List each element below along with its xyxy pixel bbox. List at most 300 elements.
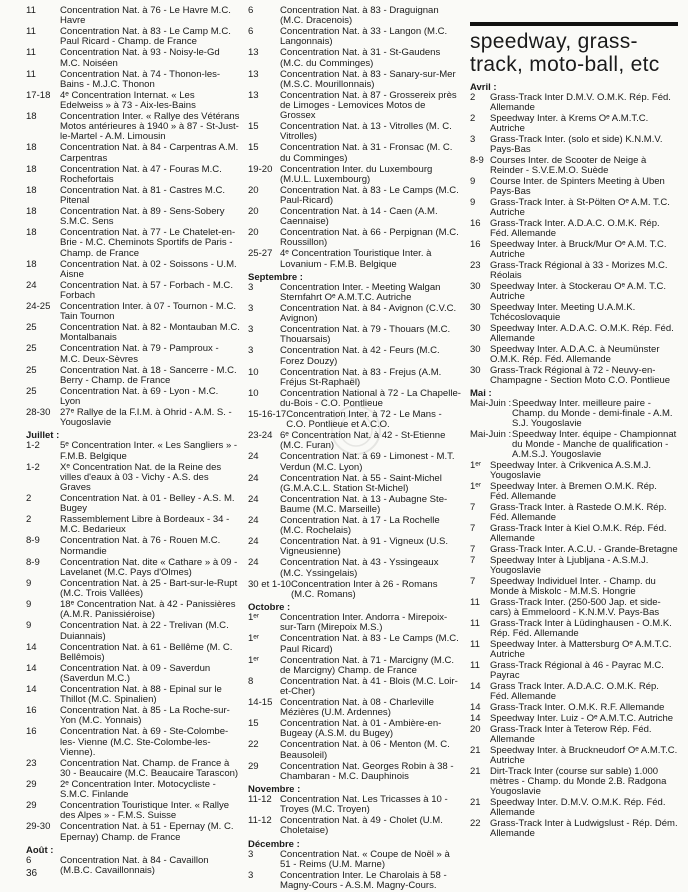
event-entry	[26, 759, 240, 779]
event-entry	[470, 682, 678, 702]
event-description: Speedway Inter à Ljubljana - A.S.M.J. Yougoslavie	[490, 554, 649, 577]
event-description: Concentration Nat. à 77 - Le Chatelet-en-Brie - M.C. Cheminots Sportifs de Paris - Champ. de France	[60, 227, 236, 259]
event-entry	[248, 698, 462, 718]
event-entry	[26, 48, 240, 68]
event-date: 2	[26, 493, 32, 505]
column-1	[26, 6, 240, 877]
event-description: Concentration Touristique Inter. « Rallye des Alpes » - F.M.S. Suisse	[60, 800, 230, 822]
event-date: 28-30	[26, 407, 51, 419]
event-description: Concentration Nat. à 76 - Rouen M.C. Normandie	[60, 535, 221, 557]
event-description: Grass-Track Inter. (solo et side) K.N.M.V. Pays-Bas	[490, 133, 663, 156]
event-date: 25	[26, 322, 37, 334]
event-description: Concentration Nat. à 89 - Sens-Sobery S.M.C. Sens	[60, 206, 225, 228]
event-date: 18	[26, 184, 37, 196]
event-date: 18	[26, 227, 37, 239]
event-description: Concentration Nat. à 33 - Langon (M.C. Langonnais)	[280, 26, 448, 48]
event-date: 2	[470, 92, 476, 103]
event-entry	[470, 767, 678, 797]
event-description: Concentration Nat. à 61 - Bellême (M. C. Bellêmois)	[60, 641, 233, 663]
event-entry	[470, 114, 678, 134]
event-date: 7	[470, 575, 476, 587]
event-description: Concentration Nat. à 02 - Soissons - U.M. Aisne	[60, 258, 237, 280]
event-description: Concentration Nat. à 93 - Noisy-le-Gd M.C. Noiséen	[60, 47, 220, 69]
event-date: 24-25	[26, 301, 51, 313]
event-entry	[26, 387, 240, 407]
event-description: Concentration Inter. - Meeting Walgan Sternfahrt Oᵉ A.M.T.C. Autriche	[280, 281, 441, 304]
event-date: 29	[26, 800, 37, 812]
event-description: Speedway Inter. Meeting U.A.M.K. Tchécoslovaquie	[490, 301, 636, 323]
event-entry	[248, 27, 462, 47]
page-number: 36	[26, 868, 38, 879]
event-description: Concentration Nat. à 17 - La Rochelle (M.C. Rochelais)	[280, 515, 440, 537]
event-entry	[26, 302, 240, 322]
event-date: 16	[26, 726, 37, 738]
event-date: 29	[26, 778, 37, 790]
event-description: Speedway Inter. D.M.V. O.M.K. Rép. Féd. Allemande	[490, 796, 666, 818]
event-description: Concentration Nat. à 49 - Cholet (U.M. Choletaise)	[280, 815, 443, 837]
event-description: Grass-Track Inter. O.M.K. R.F. Allemande	[490, 701, 665, 713]
event-entry	[248, 537, 462, 557]
event-entry	[26, 621, 240, 641]
event-date: 18	[26, 111, 37, 123]
event-date: 25	[26, 385, 37, 397]
month-heading: Mai :	[470, 387, 492, 399]
event-date: 6	[248, 26, 254, 38]
event-description: Concentration Nat. à 84 - Carpentras A.M. Carpentras	[60, 142, 239, 164]
event-description: Grass-Track Régional à 46 - Payrac M.C. Payrac	[490, 659, 664, 681]
event-date: 3	[470, 133, 476, 145]
event-entry	[470, 598, 678, 618]
event-date: 3	[248, 303, 254, 315]
event-date: 11-12	[248, 815, 272, 827]
event-entry	[248, 613, 462, 633]
event-date: 1-2	[26, 461, 40, 473]
event-description: Concentration Nat. à 13 - Vitrolles (M. C. Vitrolles)	[280, 121, 452, 143]
event-description: Courses Inter. de Scooter de Neige à Reinder - S.V.E.M.O. Suède	[490, 154, 647, 177]
event-description: Concentration Nat. à 43 - Yssingeaux (M.C. Yssingelais)	[280, 557, 439, 579]
event-entry	[248, 122, 462, 142]
event-date: 25	[26, 343, 37, 355]
event-description: Concentration Nat. à 79 - Pamproux - M.C. Deux-Sèvres	[60, 343, 219, 365]
event-date: 30 et 1-10	[248, 578, 291, 590]
event-date: 22	[470, 817, 481, 829]
event-description: Grass-Track Régional à 72 - Neuvy-en-Champagne - Section Moto C.O. Pontlieue	[490, 364, 671, 386]
event-date: 21	[470, 765, 481, 777]
event-description: Concentration Nat. à 88 - Epinal sur le Thillot (M.C. Spinalien)	[60, 683, 222, 706]
event-description: Concentration Nat. dite « Cathare » à 09 - Lavelanet (M.C. Pays d'Olmes)	[60, 556, 238, 578]
event-entry	[26, 207, 240, 227]
event-entry	[248, 558, 462, 578]
event-description: Concentration Nat. à 22 - Trelivan (M.C. Duiannais)	[60, 620, 229, 642]
event-date: 14	[26, 662, 37, 674]
event-entry	[26, 822, 240, 842]
event-description: Concentration Nat. à 81 - Castres M.C. Pitenal	[60, 184, 226, 207]
event-date: 14-15	[248, 696, 273, 708]
event-date: 20	[248, 227, 259, 239]
month-heading: Décembre :	[248, 838, 300, 850]
event-description: Grass-Track Inter. A.C.U. - Grande-Bretagne	[490, 544, 678, 556]
event-entry	[26, 441, 240, 461]
event-description: Speedway Inter. A.D.A.C. à Neumünster O.M.K. Rép. Féd. Allemande	[490, 343, 660, 365]
event-description: Concentration Nat. à 84 - Cavaillon (M.B.C. Cavaillonnais)	[60, 854, 209, 876]
event-date: 13	[248, 89, 259, 101]
event-description: Grass-Track Inter à Kiel O.M.K. Rép. Féd. Allemande	[490, 523, 667, 545]
event-date: 3	[248, 324, 254, 336]
event-date: 3	[248, 848, 254, 860]
event-date: 24	[248, 515, 259, 527]
event-date: 10	[248, 387, 259, 399]
event-description: Concentration Inter. du Luxembourg (M.U.L. Luxembourg)	[280, 163, 433, 185]
event-entry	[470, 746, 678, 766]
event-entry	[26, 643, 240, 663]
event-description: Concentration Nat. à 41 - Blois (M.C. Loir-et-Cher)	[280, 675, 458, 697]
event-entry	[26, 664, 240, 684]
event-date: 11	[470, 638, 480, 650]
event-entry	[26, 685, 240, 705]
event-description: Concentration Nat. à 83 - Draguignan (M.C. Dracenois)	[280, 5, 439, 27]
event-date: 16	[470, 238, 481, 250]
event-entry	[26, 600, 240, 620]
event-date: 11	[26, 68, 36, 80]
event-entry	[248, 346, 462, 366]
event-entry	[248, 719, 462, 739]
event-date: 30	[470, 343, 481, 355]
event-entry	[470, 324, 678, 344]
event-description: Speedway Inter. à Stockerau Oᵉ A.M. T.C. Autriche	[490, 280, 667, 302]
event-date: 2	[470, 112, 476, 124]
month-heading: Octobre :	[248, 602, 291, 614]
event-entry	[470, 640, 678, 660]
event-description: Concentration Nat. Georges Robin à 38 - Chambaran - M.C. Dauphinois	[280, 760, 454, 782]
event-entry	[248, 850, 462, 870]
event-entry	[470, 135, 678, 155]
event-date: 15	[248, 121, 259, 133]
event-entry	[248, 283, 462, 303]
event-date: 11	[26, 5, 36, 16]
event-date: 15	[248, 142, 259, 154]
event-entry	[248, 795, 462, 815]
event-entry	[26, 801, 240, 821]
event-date: 1ᵉʳ	[470, 481, 482, 493]
event-date: 19-20	[248, 163, 273, 175]
event-entry	[470, 503, 678, 523]
event-entry	[248, 368, 462, 388]
event-entry	[248, 516, 462, 536]
event-entry	[470, 524, 678, 544]
event-date: 11	[26, 47, 36, 59]
event-date: 14	[470, 712, 481, 724]
event-entry	[470, 545, 678, 555]
event-entry	[26, 727, 240, 758]
event-description: Concentration Nat. à 83 - Frejus (A.M. Fréjus St-Raphaël)	[280, 366, 442, 388]
event-description: Concentration Nat. Champ. de France à 30 - Beaucaire (M.C. Beaucaire Tarascon)	[60, 757, 239, 779]
event-entry	[470, 198, 678, 218]
event-date: 24	[248, 536, 259, 548]
event-description: Concentration Nat. à 31 - St-Gaudens (M.C. du Comminges)	[280, 47, 441, 69]
event-description: Course Inter. de Spinters Meeting à Uben Pays-Bas	[490, 175, 665, 198]
event-description: Concentration Nat. à 84 - Avignon (C.V.C. Avignon)	[280, 303, 457, 325]
event-description: Concentration Nat. à 74 - Thonon-les-Bains - M.J.C. Thonon	[60, 68, 221, 90]
event-description: Concentration Nat. à 66 - Perpignan (M.C. Roussillon)	[280, 227, 459, 249]
event-date: 9	[26, 599, 32, 611]
event-entry	[26, 6, 240, 26]
event-description: Concentration Inter. Andorra - Mirepoix-sur-Tarn (Mirepoix M.S.)	[280, 612, 448, 634]
event-entry	[26, 228, 240, 259]
event-date: 23-24	[248, 430, 273, 442]
event-entry	[26, 579, 240, 599]
event-entry	[26, 143, 240, 163]
event-description: Dirt-Track Inter (course sur sable) 1.000 mètres - Champ. du Monde 2.B. Radgona Yougoslavie	[490, 765, 667, 797]
event-description: Xᵉ Concentration Nat. de la Reine des villes d'eaux à 03 - Vichy - A.S. des Graves	[60, 461, 222, 494]
event-date: 1ᵉʳ	[248, 633, 260, 645]
event-entry	[248, 740, 462, 760]
event-description: Concentration Inter. Le Charolais à 58 - Magny-Cours - A.S.M. Magny-Cours.	[280, 869, 447, 891]
event-description: 4ᵉ Concentration Internat. « Les Edelweiss » à 73 - Aix-les-Bains	[60, 89, 196, 112]
event-entry	[470, 240, 678, 260]
event-description: Grass-Track Inter. (250-500 Jap. et side-cars) à Emmeloord - K.N.M.V. Pays-Bas	[490, 596, 661, 619]
event-date: 18	[26, 206, 37, 218]
event-description: Concentration Nat. à 69 - Ste-Colombe-les- Vienne (M.C. Ste-Colombe-les-Vienne).	[60, 726, 229, 758]
event-entry	[470, 345, 678, 365]
event-description: Concentration Nat. à 14 - Caen (A.M. Caennaise)	[280, 206, 438, 228]
event-entry	[248, 816, 462, 836]
event-entry	[470, 798, 678, 818]
event-description: Concentration Nat. à 91 - Vigneux (U.S. Vigneusienne)	[280, 536, 449, 558]
event-description: 27ᵉ Rallye de la F.I.M. à Ohrid - A.M. S. - Yougoslavie	[60, 407, 232, 429]
event-description: Grass-Track Inter à Lüdinghausen - O.M.K. Rép. Féd. Allemande	[490, 617, 672, 640]
event-date: Mai-Juin :	[470, 397, 512, 409]
event-date: 25-27	[248, 248, 273, 260]
headline-rule	[470, 22, 678, 26]
event-entry	[248, 249, 462, 269]
event-description: Concentration Nat. à 87 - Grossereix près de Limoges - Lemovices Motos de Grossex	[280, 89, 457, 122]
event-entry	[26, 260, 240, 280]
event-entry	[248, 474, 462, 494]
event-description: Speedway Inter. meilleure paire - Champ. du Monde - demi-finale - A.M. S.J. Yougoslavie	[512, 397, 673, 430]
event-description: Concentration Nat. à 69 - Limonest - M.T. Verdun (M.C. Lyon)	[280, 451, 455, 473]
event-description: Speedway Inter. équipe - Championnat du Monde - Manche de qualification - A.M.S.J. Yougoslavie	[512, 429, 677, 461]
event-date: 3	[248, 281, 254, 293]
event-entry	[248, 165, 462, 185]
event-entry	[26, 856, 240, 876]
event-date: 9	[470, 196, 476, 208]
event-date: 8-9	[26, 535, 40, 547]
event-date: 25	[26, 364, 37, 376]
event-entry	[248, 580, 462, 600]
event-date: 14	[26, 683, 37, 695]
event-entry	[26, 515, 240, 535]
event-description: Concentration Nat. à 82 - Montauban M.C. Montalbanais	[60, 322, 240, 344]
event-description: Concentration Nat. à 85 - La Roche-sur-Yon (M.C. Yonnais)	[60, 705, 230, 727]
event-entry	[26, 463, 240, 494]
event-entry	[470, 261, 678, 281]
event-description: Speedway Inter. à Krems Oᵉ A.M.T.C. Autriche	[490, 112, 649, 135]
event-date: 7	[470, 523, 476, 535]
event-description: Grass-Track Inter. à Rastede O.M.K. Rép. Féd. Allemande	[490, 502, 667, 524]
event-entry	[26, 780, 240, 800]
event-entry	[248, 207, 462, 227]
event-entry	[26, 536, 240, 556]
event-description: Concentration Nat. à 83 - Le Camps (M.C. Paul Ricard)	[280, 633, 459, 655]
event-entry	[248, 70, 462, 90]
event-entry	[470, 556, 678, 576]
event-date: 14	[470, 701, 481, 713]
event-date: 24	[248, 493, 259, 505]
event-description: 4ᵉ Concentration Touristique Inter. à Lovanium - F.M.B. Belgique	[280, 248, 432, 270]
event-entry	[26, 408, 240, 428]
event-entry	[26, 344, 240, 364]
event-entry	[26, 366, 240, 386]
event-date: 24	[248, 557, 259, 569]
event-description: Speedway Inter. à Mattersburg Oᵉ A.M.T.C. Autriche	[490, 638, 672, 660]
event-date: 3	[248, 345, 254, 357]
event-entry	[470, 661, 678, 681]
month-heading: Août :	[26, 844, 54, 856]
event-date: 7	[470, 554, 476, 566]
event-date: 20	[470, 723, 481, 735]
event-entry	[248, 186, 462, 206]
event-description: Grass-Track Inter à Teterow Rép. Féd. Allemande	[490, 723, 652, 745]
event-entry	[470, 399, 678, 429]
event-entry	[248, 325, 462, 345]
event-date: 30	[470, 301, 481, 313]
event-description: Concentration Nat. à 79 - Thouars (M.C. Thouarsais)	[280, 324, 451, 346]
event-entry	[248, 634, 462, 654]
event-description: 2ᵉ Concentration Inter. Motocycliste - S.M.C. Finlande	[60, 778, 216, 801]
event-entry	[248, 871, 462, 891]
event-description: Grass-Track Inter. A.D.A.C. O.M.K. Rép. Féd. Allemande	[490, 217, 660, 239]
event-date: 11	[26, 26, 36, 38]
event-entry	[26, 323, 240, 343]
event-date: 3	[248, 869, 254, 881]
event-date: 8-9	[470, 154, 484, 166]
event-description: Concentration Nat. à 25 - Bart-sur-le-Rupt (M.C. Trois Vallées)	[60, 577, 238, 600]
event-date: Mai-Juin :	[470, 429, 512, 441]
event-entry	[248, 143, 462, 163]
event-description: Speedway Individuel Inter. - Champ. du Monde à Miskolc - M.M.S. Hongrie	[490, 575, 656, 598]
event-date: 21	[470, 796, 481, 808]
event-entry	[470, 482, 678, 502]
event-entry	[248, 91, 462, 122]
event-entry	[470, 619, 678, 639]
event-date: 30	[470, 322, 481, 334]
event-entry	[248, 495, 462, 515]
event-entry	[26, 494, 240, 514]
event-description: 6ᵉ Concentration Nat. à 42 - St-Etienne (M.C. Furan)	[280, 430, 446, 452]
event-entry	[26, 112, 240, 143]
event-entry	[470, 819, 678, 839]
event-entry	[248, 677, 462, 697]
event-description: Concentration Nat. à 13 - Aubagne Ste-Baume (M.C. Marseille)	[280, 493, 448, 516]
month-heading: Septembre :	[248, 271, 303, 283]
event-description: Concentration Nat. à 47 - Fouras M.C. Rochefortais	[60, 163, 222, 185]
event-entry	[470, 177, 678, 197]
event-entry	[470, 577, 678, 597]
event-entry	[470, 219, 678, 239]
event-description: Speedway Inter. Luiz - Oᵉ A.M.T.C. Autriche	[490, 712, 674, 724]
event-entry	[26, 558, 240, 578]
event-entry	[470, 366, 678, 386]
event-description: Concentration Nat. à 01 - Belley - A.S. M. Bugey	[60, 493, 235, 515]
event-date: 23	[26, 757, 37, 769]
event-date: 14	[470, 680, 481, 692]
event-entry	[248, 304, 462, 324]
event-date: 10	[248, 366, 259, 378]
event-date: 6	[26, 854, 32, 866]
event-description: Rassemblement Libre à Bordeaux - 34 - M.C. Bedarieux	[60, 514, 230, 536]
event-date: 16	[470, 217, 481, 229]
event-date: 20	[248, 206, 259, 218]
event-description: Grass-Track Régional à 33 - Morizes M.C. Réolais	[490, 259, 668, 281]
event-date: 24	[248, 451, 259, 463]
event-date: 14	[26, 641, 37, 653]
event-description: Concentration Nat. « Coupe de Noël » à 51 - Reims (U.M. Marne)	[280, 848, 450, 870]
event-date: 18	[26, 142, 37, 154]
event-entry	[470, 93, 678, 113]
event-description: 18ᵉ Concentration Nat. à 42 - Panissières (A.M.R. Panissiéroise)	[60, 599, 236, 621]
event-description: Concentration Nat. à 51 - Epernay (M. C. Epernay) Champ. de France	[60, 821, 234, 843]
event-date: 30	[470, 364, 481, 376]
event-description: Concentration Nat. à 01 - Ambière-en-Bugeay (A.S.M. du Bugey)	[280, 718, 442, 740]
event-date: 7	[470, 502, 476, 514]
event-description: Speedway Inter. à Bruckneudorf Oᵉ A.M.T.C. Autriche	[490, 744, 678, 766]
event-entry	[26, 91, 240, 111]
event-description: Concentration Nat. à 09 - Saverdun (Saverdun M.C.)	[60, 662, 211, 684]
event-date: 9	[26, 577, 32, 589]
event-description: Concentration Nat. à 08 - Charleville Mézières (U.M. Ardennes)	[280, 696, 434, 719]
event-description: Concentration Inter. à 07 - Tournon - M.C. Tain Tournon	[60, 301, 237, 323]
month-heading: Juillet :	[26, 430, 60, 442]
event-entry	[26, 706, 240, 726]
event-date: 29	[248, 760, 259, 772]
event-description: Concentration Nat. à 18 - Sancerre - M.C. Berry - Champ. de France	[60, 364, 237, 386]
event-entry	[26, 165, 240, 185]
event-description: Concentration Nat. à 42 - Feurs (M.C. Forez Douzy)	[280, 345, 440, 367]
section-headline: speedway, grass-track, moto-ball, etc	[470, 30, 660, 76]
event-date: 1ᵉʳ	[248, 612, 260, 624]
event-date: 18	[26, 258, 37, 270]
event-date: 11	[470, 617, 480, 629]
event-entry	[248, 6, 462, 26]
event-date: 11-12	[248, 793, 272, 805]
event-date: 15	[248, 718, 259, 730]
event-entry	[248, 762, 462, 782]
event-entry	[470, 303, 678, 323]
event-date: 22	[248, 739, 259, 751]
event-description: Concentration Nat. à 06 - Menton (M. C. Beausoleil)	[280, 739, 450, 761]
event-date: 2	[26, 514, 32, 526]
event-entry	[248, 656, 462, 676]
event-description: Concentration Nat. à 31 - Fronsac (M. C. du Comminges)	[280, 142, 453, 164]
event-entry	[470, 430, 678, 460]
event-entry	[248, 48, 462, 68]
event-date: 8	[248, 675, 254, 687]
event-date: 6	[248, 5, 254, 16]
event-description: Grass Track Inter. A.D.A.C. O.M.K. Rép. Féd. Allemande	[490, 680, 659, 702]
event-date: 11	[470, 659, 480, 671]
event-entry	[470, 725, 678, 745]
month-heading: Novembre :	[248, 783, 301, 795]
event-entry	[26, 27, 240, 47]
event-date: 1ᵉʳ	[248, 654, 260, 666]
event-entry	[26, 186, 240, 206]
event-date: 1ᵉʳ	[470, 460, 482, 472]
event-date: 9	[26, 620, 32, 632]
event-date: 15-16-17	[248, 409, 287, 421]
event-date: 30	[470, 280, 481, 292]
event-description: Concentration Nat. à 69 - Lyon - M.C. Lyon	[60, 385, 219, 408]
event-date: 17-18	[26, 89, 51, 101]
